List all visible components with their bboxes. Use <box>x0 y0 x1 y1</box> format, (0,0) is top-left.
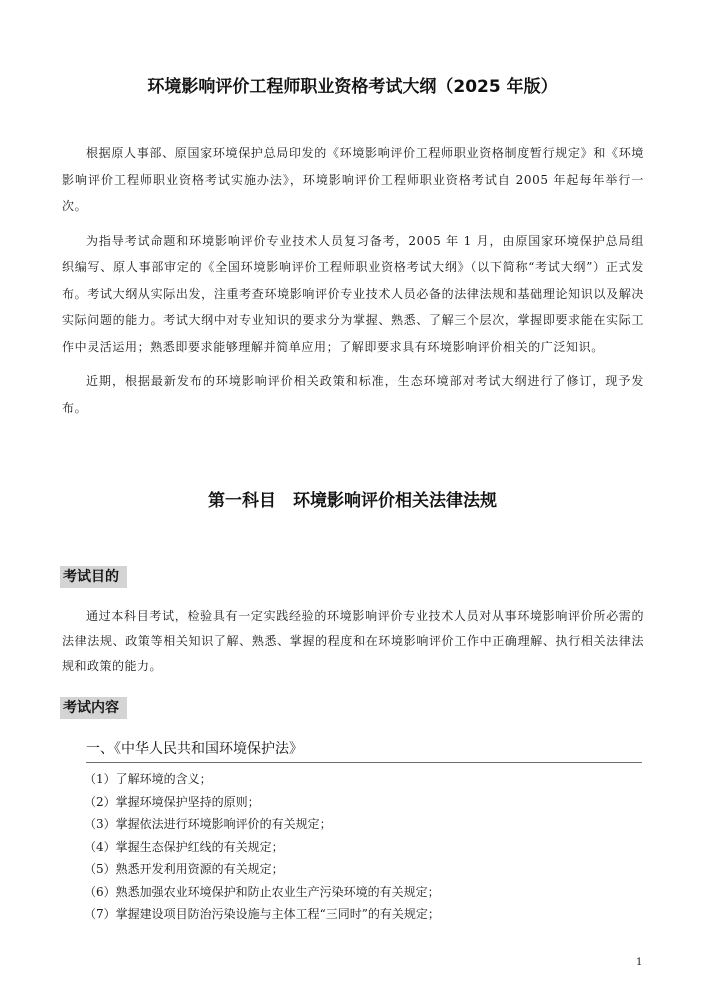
purpose-section <box>62 604 644 679</box>
list-item: （5）熟悉开发利用资源的有关规定； <box>84 862 284 876</box>
purpose-paragraph: 通过本科目考试，检验具有一定实践经验的环境影响评价专业技术人员对从事环境影响评价所必需的法律法规、政策等相关知识了解、熟悉、掌握的程度和在环境影响评价工作中正确理解、执行相关法律法规和政策的能力。 <box>62 609 644 673</box>
intro-paragraph: 根据原人事部、原国家环境保护总局印发的《环境影响评价工程师职业资格制度暂行规定》和《环境影响评价工程师职业资格考试实施办法》，环境影响评价工程师职业资格考试自 2005 年起每年举行一次。 <box>62 146 644 213</box>
subject-title: 第一科目 环境影响评价相关法律法规 <box>208 491 497 511</box>
law-title: 一、《中华人民共和国环境保护法》 <box>86 738 642 763</box>
list-item: （6）熟悉加强农业环境保护和防止农业生产污染环境的有关规定； <box>84 884 440 899</box>
list-item: （4）掌握生态保护红线的有关规定； <box>84 839 284 854</box>
content-heading: 考试内容 <box>60 697 127 719</box>
intro-section <box>62 140 644 429</box>
purpose-heading: 考试目的 <box>60 566 127 588</box>
list-item: （1）了解环境的含义； <box>84 772 212 786</box>
page-number: 1 <box>636 957 643 968</box>
requirement-list <box>84 768 440 926</box>
document-title: 环境影响评价工程师职业资格考试大纲（2025 年版） <box>147 77 558 97</box>
intro-paragraph: 近期，根据最新发布的环境影响评价相关政策和标准，生态环境部对考试大纲进行了修订，现予发布。 <box>62 374 644 415</box>
list-item: （3）掌握依法进行环境影响评价的有关规定； <box>84 817 332 831</box>
list-item: （7）掌握建设项目防治污染设施与主体工程“三同时”的有关规定； <box>84 907 440 921</box>
intro-paragraph: 为指导考试命题和环境影响评价专业技术人员复习备考，2005 年 1 月，由原国家环境保护总局组织编写、原人事部审定的《全国环境影响评价工程师职业资格考试大纲》（以下简称“考试大纲”）正式发布。考试大纲从实际出发，注重考查环境影响评价专业技术人员必备的法律法规和基础理论知识以及解决实际问题的能力。考试大纲中对专业知识的要求分为掌握、熟悉、了解三个层次，掌握即要求能在实际工作中灵活运用；熟悉即要求能够理解并简单应用；了解即要求具有环境影响评价相关的广泛知识。 <box>62 233 644 354</box>
list-item: （2）掌握环境保护坚持的原则； <box>84 794 260 809</box>
